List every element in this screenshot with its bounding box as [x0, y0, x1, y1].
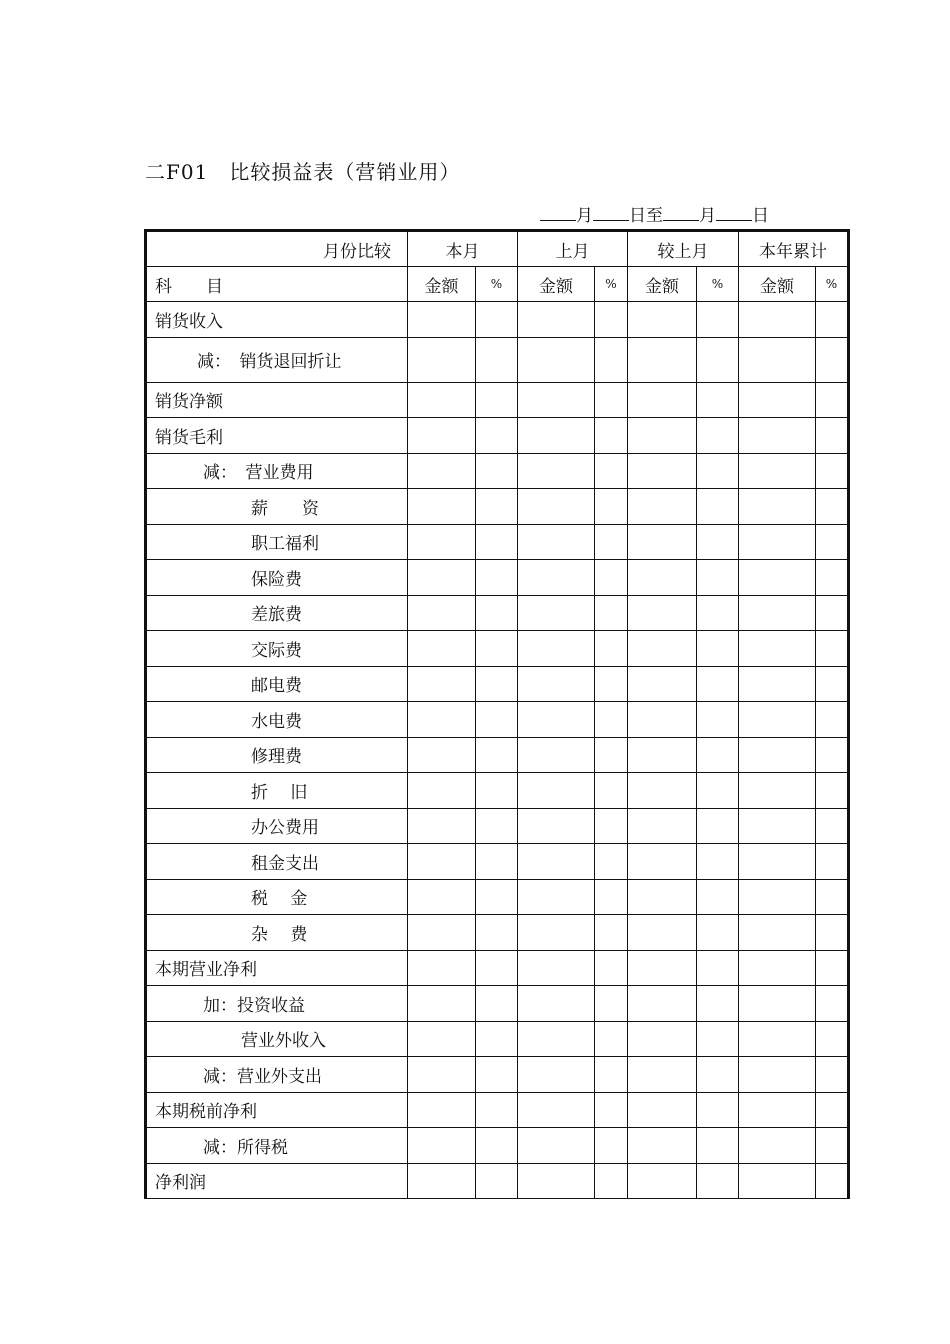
cell-this-month-amount[interactable] — [408, 773, 476, 809]
cell-last-month-amount[interactable] — [518, 1128, 595, 1164]
row-label: 减： 销货退回折让 — [146, 337, 408, 382]
cell-last-month-amount[interactable] — [518, 1163, 595, 1199]
cell-this-month-amount[interactable] — [408, 631, 476, 667]
cell-vs-last-month-amount[interactable] — [628, 337, 697, 382]
cell-vs-last-month-amount[interactable] — [628, 666, 697, 702]
row-label: 减：所得税 — [146, 1128, 408, 1164]
cell-this-month-percent[interactable] — [476, 950, 518, 986]
cell-ytd-percent[interactable] — [816, 915, 849, 951]
row-label: 营业外收入 — [146, 1021, 408, 1057]
cell-vs-last-month-amount[interactable] — [628, 773, 697, 809]
cell-ytd-percent[interactable] — [816, 382, 849, 418]
header-vs-last-month: 较上月 — [628, 231, 739, 267]
cell-this-month-amount[interactable] — [408, 844, 476, 880]
cell-ytd-amount[interactable] — [739, 489, 816, 525]
cell-ytd-percent[interactable] — [816, 418, 849, 454]
cell-last-month-percent[interactable] — [595, 879, 628, 915]
cell-last-month-percent[interactable] — [595, 737, 628, 773]
cell-ytd-amount[interactable] — [739, 631, 816, 667]
cell-vs-last-month-percent[interactable] — [697, 950, 739, 986]
cell-this-month-percent[interactable] — [476, 595, 518, 631]
table-row — [146, 418, 849, 454]
cell-ytd-percent[interactable] — [816, 737, 849, 773]
row-label: 加：投资收益 — [146, 986, 408, 1022]
cell-last-month-amount[interactable] — [518, 1092, 595, 1128]
row-label: 折 旧 — [146, 773, 408, 809]
cell-last-month-amount[interactable] — [518, 1057, 595, 1093]
cell-ytd-amount[interactable] — [739, 524, 816, 560]
cell-this-month-percent[interactable] — [476, 986, 518, 1022]
cell-last-month-percent[interactable] — [595, 1092, 628, 1128]
cell-this-month-percent[interactable] — [476, 915, 518, 951]
cell-ytd-amount[interactable] — [739, 337, 816, 382]
row-label: 销货毛利 — [146, 418, 408, 454]
cell-ytd-amount[interactable] — [739, 302, 816, 338]
table-row — [146, 560, 849, 596]
row-label: 销货收入 — [146, 302, 408, 338]
table-row — [146, 844, 849, 880]
page-title: 二F01 比较损益表（营销业用） — [145, 160, 461, 184]
cell-vs-last-month-amount[interactable] — [628, 879, 697, 915]
cell-last-month-amount[interactable] — [518, 302, 595, 338]
cell-this-month-percent[interactable] — [476, 879, 518, 915]
cell-this-month-percent[interactable] — [476, 702, 518, 738]
header-year-to-date: 本年累计 — [739, 231, 849, 267]
cell-vs-last-month-amount[interactable] — [628, 1021, 697, 1057]
cell-this-month-amount[interactable] — [408, 1092, 476, 1128]
cell-vs-last-month-percent[interactable] — [697, 524, 739, 560]
table-row — [146, 1057, 849, 1093]
cell-this-month-percent[interactable] — [476, 1163, 518, 1199]
cell-vs-last-month-percent[interactable] — [697, 844, 739, 880]
cell-vs-last-month-percent[interactable] — [697, 737, 739, 773]
cell-last-month-amount[interactable] — [518, 560, 595, 596]
table-row — [146, 1021, 849, 1057]
cell-ytd-percent[interactable] — [816, 1057, 849, 1093]
cell-this-month-amount[interactable] — [408, 489, 476, 525]
cell-ytd-percent[interactable] — [816, 1092, 849, 1128]
table-row — [146, 915, 849, 951]
cell-vs-last-month-amount[interactable] — [628, 844, 697, 880]
header-percent: % — [476, 267, 518, 302]
cell-ytd-percent[interactable] — [816, 631, 849, 667]
row-label: 税 金 — [146, 879, 408, 915]
cell-ytd-amount[interactable] — [739, 595, 816, 631]
header-last-month: 上月 — [518, 231, 628, 267]
cell-ytd-amount[interactable] — [739, 808, 816, 844]
cell-ytd-percent[interactable] — [816, 489, 849, 525]
cell-last-month-percent[interactable] — [595, 337, 628, 382]
cell-vs-last-month-percent[interactable] — [697, 1128, 739, 1164]
cell-this-month-amount[interactable] — [408, 986, 476, 1022]
cell-this-month-amount[interactable] — [408, 666, 476, 702]
cell-this-month-percent[interactable] — [476, 844, 518, 880]
day-end-blank[interactable] — [716, 202, 752, 221]
table-row — [146, 453, 849, 489]
row-label: 本期营业净利 — [146, 950, 408, 986]
cell-last-month-amount[interactable] — [518, 844, 595, 880]
cell-ytd-percent[interactable] — [816, 337, 849, 382]
cell-last-month-percent[interactable] — [595, 560, 628, 596]
header-row-subcolumns — [146, 267, 849, 302]
table-row — [146, 986, 849, 1022]
cell-vs-last-month-percent[interactable] — [697, 560, 739, 596]
cell-this-month-amount[interactable] — [408, 702, 476, 738]
cell-this-month-percent[interactable] — [476, 1057, 518, 1093]
cell-vs-last-month-percent[interactable] — [697, 808, 739, 844]
cell-ytd-amount[interactable] — [739, 737, 816, 773]
table-row — [146, 950, 849, 986]
cell-ytd-amount[interactable] — [739, 950, 816, 986]
date-range-line — [540, 201, 769, 226]
cell-ytd-amount[interactable] — [739, 1163, 816, 1199]
table-row — [146, 666, 849, 702]
header-percent: % — [595, 267, 628, 302]
cell-ytd-amount[interactable] — [739, 453, 816, 489]
cell-last-month-percent[interactable] — [595, 382, 628, 418]
row-label: 水电费 — [146, 702, 408, 738]
cell-this-month-amount[interactable] — [408, 560, 476, 596]
cell-vs-last-month-amount[interactable] — [628, 915, 697, 951]
cell-vs-last-month-percent[interactable] — [697, 702, 739, 738]
cell-vs-last-month-percent[interactable] — [697, 986, 739, 1022]
day-start-label: 日至 — [629, 206, 663, 226]
cell-last-month-amount[interactable] — [518, 915, 595, 951]
table-row — [146, 1128, 849, 1164]
cell-last-month-amount[interactable] — [518, 737, 595, 773]
cell-this-month-percent[interactable] — [476, 631, 518, 667]
cell-last-month-amount[interactable] — [518, 986, 595, 1022]
cell-vs-last-month-percent[interactable] — [697, 1021, 739, 1057]
cell-vs-last-month-amount[interactable] — [628, 1057, 697, 1093]
cell-vs-last-month-percent[interactable] — [697, 773, 739, 809]
row-label: 差旅费 — [146, 595, 408, 631]
cell-last-month-amount[interactable] — [518, 950, 595, 986]
header-amount: 金额 — [518, 267, 595, 302]
cell-ytd-amount[interactable] — [739, 1057, 816, 1093]
cell-vs-last-month-amount[interactable] — [628, 524, 697, 560]
cell-last-month-amount[interactable] — [518, 702, 595, 738]
cell-vs-last-month-amount[interactable] — [628, 737, 697, 773]
cell-ytd-percent[interactable] — [816, 1128, 849, 1164]
table-row — [146, 737, 849, 773]
cell-this-month-amount[interactable] — [408, 382, 476, 418]
row-label: 杂 费 — [146, 915, 408, 951]
cell-vs-last-month-percent[interactable] — [697, 337, 739, 382]
cell-this-month-percent[interactable] — [476, 382, 518, 418]
cell-ytd-percent[interactable] — [816, 879, 849, 915]
row-label: 薪 资 — [146, 489, 408, 525]
cell-ytd-amount[interactable] — [739, 1021, 816, 1057]
cell-vs-last-month-amount[interactable] — [628, 489, 697, 525]
cell-last-month-percent[interactable] — [595, 986, 628, 1022]
table-row — [146, 302, 849, 338]
cell-last-month-percent[interactable] — [595, 666, 628, 702]
header-amount: 金额 — [628, 267, 697, 302]
table-row — [146, 808, 849, 844]
cell-this-month-amount[interactable] — [408, 1128, 476, 1164]
cell-last-month-percent[interactable] — [595, 1057, 628, 1093]
cell-last-month-amount[interactable] — [518, 1021, 595, 1057]
day-start-blank[interactable] — [593, 202, 629, 221]
cell-vs-last-month-percent[interactable] — [697, 666, 739, 702]
cell-vs-last-month-amount[interactable] — [628, 986, 697, 1022]
row-label: 交际费 — [146, 631, 408, 667]
cell-last-month-percent[interactable] — [595, 808, 628, 844]
table-row — [146, 879, 849, 915]
cell-vs-last-month-amount[interactable] — [628, 560, 697, 596]
cell-last-month-percent[interactable] — [595, 773, 628, 809]
cell-last-month-amount[interactable] — [518, 489, 595, 525]
row-label: 减：营业外支出 — [146, 1057, 408, 1093]
cell-this-month-amount[interactable] — [408, 808, 476, 844]
cell-last-month-percent[interactable] — [595, 950, 628, 986]
cell-vs-last-month-amount[interactable] — [628, 382, 697, 418]
cell-vs-last-month-amount[interactable] — [628, 1128, 697, 1164]
table-row — [146, 631, 849, 667]
cell-ytd-percent[interactable] — [816, 844, 849, 880]
cell-this-month-percent[interactable] — [476, 737, 518, 773]
cell-last-month-amount[interactable] — [518, 631, 595, 667]
cell-ytd-percent[interactable] — [816, 950, 849, 986]
row-label: 办公费用 — [146, 808, 408, 844]
row-label: 净利润 — [146, 1163, 408, 1199]
comparative-income-table — [144, 229, 850, 1199]
row-label: 租金支出 — [146, 844, 408, 880]
cell-last-month-percent[interactable] — [595, 702, 628, 738]
row-label: 本期税前净利 — [146, 1092, 408, 1128]
cell-vs-last-month-amount[interactable] — [628, 595, 697, 631]
cell-vs-last-month-amount[interactable] — [628, 1092, 697, 1128]
cell-ytd-amount[interactable] — [739, 702, 816, 738]
header-amount: 金额 — [739, 267, 816, 302]
cell-ytd-amount[interactable] — [739, 1128, 816, 1164]
cell-this-month-percent[interactable] — [476, 489, 518, 525]
cell-vs-last-month-percent[interactable] — [697, 915, 739, 951]
cell-last-month-amount[interactable] — [518, 808, 595, 844]
table-row — [146, 489, 849, 525]
cell-ytd-percent[interactable] — [816, 808, 849, 844]
cell-this-month-percent[interactable] — [476, 337, 518, 382]
cell-vs-last-month-percent[interactable] — [697, 1163, 739, 1199]
corner-month-compare: 月份比较 — [146, 231, 408, 267]
cell-vs-last-month-percent[interactable] — [697, 453, 739, 489]
cell-this-month-percent[interactable] — [476, 808, 518, 844]
cell-last-month-percent[interactable] — [595, 595, 628, 631]
cell-last-month-percent[interactable] — [595, 418, 628, 454]
cell-last-month-amount[interactable] — [518, 773, 595, 809]
cell-vs-last-month-percent[interactable] — [697, 302, 739, 338]
cell-ytd-amount[interactable] — [739, 844, 816, 880]
cell-last-month-percent[interactable] — [595, 915, 628, 951]
cell-vs-last-month-amount[interactable] — [628, 302, 697, 338]
cell-ytd-amount[interactable] — [739, 879, 816, 915]
cell-ytd-percent[interactable] — [816, 560, 849, 596]
cell-this-month-amount[interactable] — [408, 453, 476, 489]
cell-last-month-amount[interactable] — [518, 337, 595, 382]
row-label: 减： 营业费用 — [146, 453, 408, 489]
cell-last-month-percent[interactable] — [595, 302, 628, 338]
cell-this-month-percent[interactable] — [476, 524, 518, 560]
cell-this-month-percent[interactable] — [476, 666, 518, 702]
cell-last-month-amount[interactable] — [518, 879, 595, 915]
cell-vs-last-month-percent[interactable] — [697, 418, 739, 454]
cell-last-month-percent[interactable] — [595, 524, 628, 560]
table-row — [146, 1163, 849, 1199]
cell-this-month-percent[interactable] — [476, 418, 518, 454]
cell-ytd-percent[interactable] — [816, 524, 849, 560]
cell-this-month-amount[interactable] — [408, 915, 476, 951]
month-start-blank[interactable] — [540, 202, 576, 221]
cell-ytd-percent[interactable] — [816, 595, 849, 631]
cell-this-month-amount[interactable] — [408, 595, 476, 631]
row-label: 职工福利 — [146, 524, 408, 560]
cell-this-month-percent[interactable] — [476, 1128, 518, 1164]
cell-ytd-percent[interactable] — [816, 773, 849, 809]
cell-ytd-amount[interactable] — [739, 986, 816, 1022]
cell-this-month-amount[interactable] — [408, 1163, 476, 1199]
cell-this-month-amount[interactable] — [408, 950, 476, 986]
cell-ytd-amount[interactable] — [739, 773, 816, 809]
cell-last-month-percent[interactable] — [595, 1128, 628, 1164]
cell-vs-last-month-percent[interactable] — [697, 1092, 739, 1128]
cell-last-month-amount[interactable] — [518, 666, 595, 702]
table-row — [146, 595, 849, 631]
cell-vs-last-month-amount[interactable] — [628, 950, 697, 986]
cell-last-month-percent[interactable] — [595, 1021, 628, 1057]
cell-vs-last-month-amount[interactable] — [628, 418, 697, 454]
cell-ytd-amount[interactable] — [739, 560, 816, 596]
header-amount: 金额 — [408, 267, 476, 302]
cell-last-month-percent[interactable] — [595, 631, 628, 667]
cell-last-month-percent[interactable] — [595, 844, 628, 880]
cell-ytd-percent[interactable] — [816, 666, 849, 702]
corner-account: 科 目 — [146, 267, 408, 302]
header-percent: % — [816, 267, 849, 302]
cell-this-month-amount[interactable] — [408, 1021, 476, 1057]
cell-this-month-percent[interactable] — [476, 302, 518, 338]
cell-vs-last-month-percent[interactable] — [697, 382, 739, 418]
cell-vs-last-month-percent[interactable] — [697, 595, 739, 631]
cell-vs-last-month-percent[interactable] — [697, 489, 739, 525]
cell-this-month-percent[interactable] — [476, 1021, 518, 1057]
table-row — [146, 773, 849, 809]
cell-vs-last-month-percent[interactable] — [697, 879, 739, 915]
table-row — [146, 524, 849, 560]
cell-this-month-amount[interactable] — [408, 1057, 476, 1093]
cell-ytd-amount[interactable] — [739, 1092, 816, 1128]
cell-ytd-amount[interactable] — [739, 418, 816, 454]
cell-this-month-percent[interactable] — [476, 773, 518, 809]
header-percent: % — [697, 267, 739, 302]
month-start-label: 月 — [576, 206, 593, 226]
cell-vs-last-month-amount[interactable] — [628, 631, 697, 667]
cell-this-month-amount[interactable] — [408, 302, 476, 338]
cell-ytd-percent[interactable] — [816, 302, 849, 338]
cell-vs-last-month-amount[interactable] — [628, 702, 697, 738]
cell-last-month-amount[interactable] — [518, 418, 595, 454]
cell-this-month-amount[interactable] — [408, 418, 476, 454]
row-label: 保险费 — [146, 560, 408, 596]
cell-ytd-percent[interactable] — [816, 453, 849, 489]
cell-vs-last-month-percent[interactable] — [697, 1057, 739, 1093]
row-label: 邮电费 — [146, 666, 408, 702]
cell-last-month-percent[interactable] — [595, 1163, 628, 1199]
table-row — [146, 382, 849, 418]
cell-vs-last-month-percent[interactable] — [697, 631, 739, 667]
month-end-blank[interactable] — [663, 202, 699, 221]
cell-this-month-amount[interactable] — [408, 337, 476, 382]
cell-this-month-amount[interactable] — [408, 879, 476, 915]
header-row-groups — [146, 231, 849, 267]
cell-last-month-amount[interactable] — [518, 382, 595, 418]
table-row — [146, 337, 849, 382]
table-row — [146, 1092, 849, 1128]
cell-this-month-percent[interactable] — [476, 560, 518, 596]
cell-ytd-amount[interactable] — [739, 666, 816, 702]
cell-ytd-amount[interactable] — [739, 915, 816, 951]
cell-this-month-amount[interactable] — [408, 524, 476, 560]
day-end-label: 日 — [752, 206, 769, 226]
cell-vs-last-month-amount[interactable] — [628, 1163, 697, 1199]
header-this-month: 本月 — [408, 231, 518, 267]
cell-vs-last-month-amount[interactable] — [628, 453, 697, 489]
month-end-label: 月 — [699, 206, 716, 226]
cell-this-month-amount[interactable] — [408, 737, 476, 773]
row-label: 销货净额 — [146, 382, 408, 418]
cell-this-month-percent[interactable] — [476, 1092, 518, 1128]
cell-last-month-amount[interactable] — [518, 453, 595, 489]
cell-ytd-percent[interactable] — [816, 1163, 849, 1199]
cell-last-month-amount[interactable] — [518, 524, 595, 560]
cell-this-month-percent[interactable] — [476, 453, 518, 489]
cell-ytd-percent[interactable] — [816, 1021, 849, 1057]
cell-ytd-percent[interactable] — [816, 702, 849, 738]
cell-last-month-amount[interactable] — [518, 595, 595, 631]
table-row — [146, 702, 849, 738]
cell-ytd-percent[interactable] — [816, 986, 849, 1022]
cell-vs-last-month-amount[interactable] — [628, 808, 697, 844]
cell-last-month-percent[interactable] — [595, 489, 628, 525]
cell-last-month-percent[interactable] — [595, 453, 628, 489]
table-body — [146, 302, 849, 1199]
row-label: 修理费 — [146, 737, 408, 773]
cell-ytd-amount[interactable] — [739, 382, 816, 418]
